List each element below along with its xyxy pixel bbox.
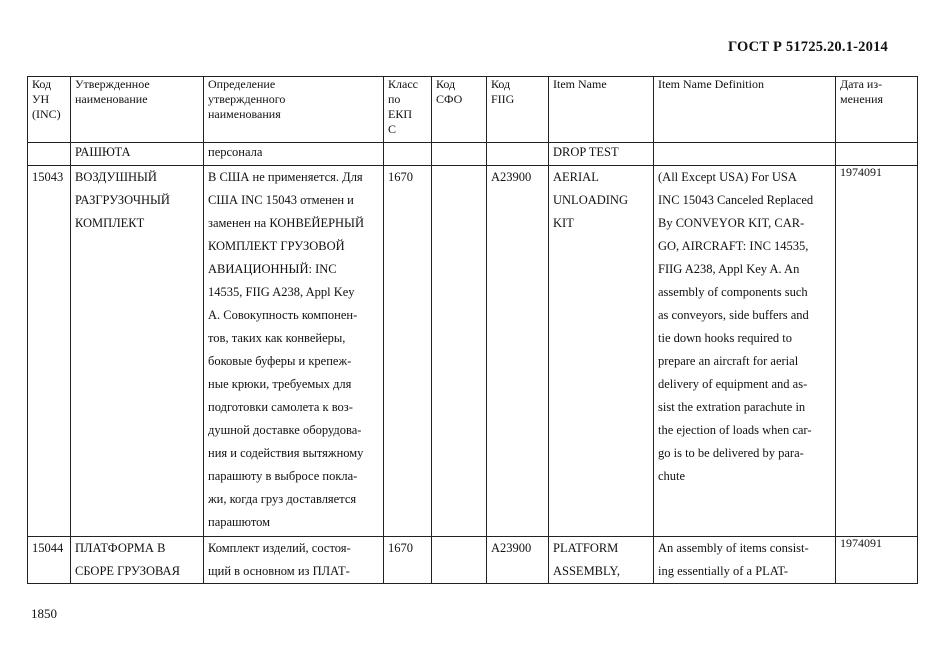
cell-code: 15044 bbox=[28, 537, 71, 584]
cell-class: 1670 bbox=[384, 166, 432, 537]
cell-class bbox=[384, 143, 432, 166]
page-number: 1850 bbox=[31, 606, 57, 621]
table-row bbox=[28, 537, 918, 584]
header-code-sfo: Код СФО bbox=[432, 77, 487, 143]
cell-item-name: AERIAL UNLOADING KIT bbox=[549, 166, 654, 537]
cell-item-name: PLATFORM ASSEMBLY, bbox=[549, 537, 654, 584]
header-code-fiig: Код FIIG bbox=[487, 77, 549, 143]
cell-item-name: DROP TEST bbox=[549, 143, 654, 166]
document-standard-header: ГОСТ Р 51725.20.1-2014 bbox=[727, 39, 888, 55]
cell-fiig: A23900 bbox=[487, 537, 549, 584]
cell-code bbox=[28, 143, 71, 166]
header-approved-name: Утвержденное наименование bbox=[71, 77, 204, 143]
cell-sfo bbox=[432, 166, 487, 537]
cell-sfo bbox=[432, 537, 487, 584]
table-row bbox=[28, 166, 918, 537]
cell-date: 1974091 bbox=[836, 166, 918, 537]
cell-fiig: A23900 bbox=[487, 166, 549, 537]
cell-name: ВОЗДУШНЫЙ РАЗГРУЗОЧНЫЙ КОМПЛЕКТ bbox=[71, 166, 204, 537]
cell-name: ПЛАТФОРМА В СБОРЕ ГРУЗОВАЯ bbox=[71, 537, 204, 584]
cell-date bbox=[836, 143, 918, 166]
cell-sfo bbox=[432, 143, 487, 166]
header-class-ekps: Класс по ЕКП С bbox=[384, 77, 432, 143]
cell-item-definition: (All Except USA) For USA INC 15043 Canceled Replaced By CONVEYOR KIT, CAR- GO, AIRCRAFT: INC 14535, FIIG A238, Appl Key A. An assembly of components such as conveyors, side buffers and tie down hooks required to prepare an aircraft for aerial delivery of equipment and as- sist the extration parachute in the ejection of loads when car- go is to be delivered by para- chute bbox=[654, 166, 836, 537]
header-definition: Определение утвержденного наименования bbox=[204, 77, 384, 143]
cell-fiig bbox=[487, 143, 549, 166]
cell-item-definition bbox=[654, 143, 836, 166]
cell-name: РАШЮТА bbox=[71, 143, 204, 166]
cell-definition: В США не применяется. Для США INC 15043 отменен и заменен на КОНВЕЙЕРНЫЙ КОМПЛЕКТ ГРУЗОВОЙ АВИАЦИОННЫЙ: INC 14535, FIIG A238, Appl Key A. Совокупность компонен- тов, таких как конвейеры, боковые буферы и крепеж- ные крюки, требуемых для подготовки самолета к воз- душной доставке оборудова- ния и содействия вытяжному парашюту в выбросе покла- жи, когда груз доставляется парашютом bbox=[204, 166, 384, 537]
cell-code: 15043 bbox=[28, 166, 71, 537]
cell-definition: Комплект изделий, состоя- щий в основном из ПЛАТ- bbox=[204, 537, 384, 584]
header-item-name-definition: Item Name Definition bbox=[654, 77, 836, 143]
items-table bbox=[27, 76, 918, 584]
header-item-name: Item Name bbox=[549, 77, 654, 143]
table-header-row bbox=[28, 77, 918, 143]
header-code-inc: Код УН (INC) bbox=[28, 77, 71, 143]
cell-item-definition: An assembly of items consist- ing essentially of a PLAT- bbox=[654, 537, 836, 584]
header-change-date: Дата из- менения bbox=[836, 77, 918, 143]
table-row bbox=[28, 143, 918, 166]
cell-definition: персонала bbox=[204, 143, 384, 166]
cell-date: 1974091 bbox=[836, 537, 918, 584]
cell-class: 1670 bbox=[384, 537, 432, 584]
